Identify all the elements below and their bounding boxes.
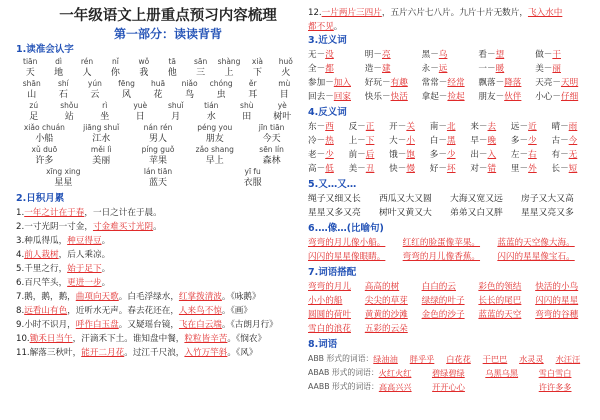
accumulation-item: 4.前人栽树，后人乘凉。 [16, 250, 111, 260]
word-pattern-table [308, 352, 592, 394]
word-pair: 美－丽 [535, 64, 561, 74]
phrase: 红红的脸蛋像苹果。 [402, 238, 481, 248]
pinyin-text: fēng [118, 79, 135, 88]
phrase: 闪闪的星星像宝石。 [497, 252, 575, 262]
hanzi-text: 石 [58, 90, 68, 100]
hanzi-text: 鸟 [185, 90, 195, 100]
section-heading-antonyms: 4.反义词 [308, 107, 347, 118]
hanzi-text: 你 [110, 68, 120, 78]
pinyin-text: xiǎo chuán [23, 123, 65, 132]
collocation-table [308, 280, 592, 336]
pinyin-text: yī fu [244, 167, 261, 176]
hanzi-row [16, 67, 300, 79]
phrase-row [308, 236, 592, 250]
phrase: 蓝蓝的天空像大海。 [497, 238, 575, 248]
word-pattern-item: 水汪汪 [555, 354, 581, 364]
phrase-row [308, 322, 592, 336]
synonym-table [308, 48, 592, 104]
word-pair: 冷－热 [308, 136, 334, 146]
hanzi-text: 日 [135, 112, 145, 122]
phrase: 尖尖的草芽 [364, 296, 408, 306]
accumulation-item: 9.小时不识月，呼作白玉盘。又疑瑶台镜，飞在白云端。《古朗月行》 [16, 320, 278, 330]
right-column [308, 0, 592, 394]
phrase: 小小的船 [308, 296, 343, 306]
phrase: 房子又大又高 [521, 194, 574, 204]
hanzi-text: 站 [64, 112, 74, 122]
word-pattern-label: ABB 形式的词语： [308, 354, 374, 363]
hanzi-text: 三 [196, 68, 206, 78]
word-pattern-item: 乌黑乌黑 [485, 368, 519, 378]
hanzi-text: 月 [171, 112, 181, 122]
word-pair: 常常－经常 [421, 78, 465, 88]
word-pair: 古－今 [551, 136, 578, 146]
hanzi-text: 虫 [216, 90, 226, 100]
word-pair: 出－入 [470, 150, 497, 160]
hanzi-text: 目 [279, 90, 289, 100]
pinyin-text: yuè [133, 101, 148, 110]
word-pair: 造－建 [364, 64, 391, 74]
word-pattern-row [308, 366, 592, 380]
word-pair: 明－亮 [364, 50, 391, 60]
word-pair-row [308, 62, 592, 76]
phrase [535, 322, 592, 336]
pinyin-row [16, 79, 300, 89]
word-pair: 好玩－有趣 [364, 78, 408, 88]
pinyin-text: rén [80, 57, 94, 66]
phrase-row [308, 192, 592, 206]
word-pair: 小心－仔细 [535, 92, 579, 102]
word-pattern-item: 白花花 [446, 354, 471, 364]
word-pair: 来－去 [470, 122, 497, 132]
hanzi-text: 风 [121, 90, 131, 100]
youyou-table [308, 192, 592, 220]
word-pattern-item: 雪白雪白 [538, 368, 572, 378]
word-pair: 黑－乌 [421, 50, 448, 60]
phrase: 快活的小鸟 [535, 282, 579, 292]
phrase: 弯弯的谷穗 [535, 310, 579, 320]
section-heading-synonyms: 3.近义词 [308, 35, 347, 46]
word-pair: 朋友－伙伴 [478, 92, 522, 102]
hanzi-text: 天 [25, 68, 35, 78]
hanzi-text: 下 [252, 68, 262, 78]
pinyin-text: xīng xing [46, 167, 81, 176]
pinyin-text: chóng [209, 79, 233, 88]
pinyin-text: huā [150, 79, 166, 88]
hanzi-text: 江水 [92, 134, 111, 144]
section-heading-youyou: 5.又…又… [308, 179, 357, 190]
pinyin-text: huǒ [278, 57, 293, 66]
hanzi-text: 今天 [262, 134, 281, 144]
phrase [422, 322, 479, 336]
hanzi-text: 上 [224, 68, 234, 78]
hanzi-text: 花 [153, 90, 163, 100]
word-pair: 快乐－快活 [364, 92, 408, 102]
word-pair: 大－小 [389, 136, 415, 146]
word-pair: 好－坏 [429, 164, 456, 174]
pinyin-text: niǎo [181, 79, 198, 88]
word-pair: 快－慢 [389, 164, 415, 174]
pinyin-text: lán tiān [143, 167, 173, 176]
hanzi-text: 火 [281, 68, 291, 78]
hanzi-text: 地 [54, 68, 64, 78]
word-pair: 南－北 [429, 122, 456, 132]
pinyin-text: tiān [23, 57, 38, 66]
accumulation-item: 7.鹅，鹅，鹅，曲项向天歌。白毛浮绿水，红掌拨清波。《咏鹅》 [16, 292, 261, 302]
word-pair-row [308, 134, 592, 148]
part-title: 第一部分：读读背背 [113, 27, 222, 41]
word-pair: 无－没 [308, 50, 334, 60]
word-pattern-item: 干巴巴 [482, 354, 508, 364]
phrase: 雪白的浪花 [308, 324, 351, 334]
word-pair: 晴－雨 [551, 122, 578, 132]
pinyin-text: zú [29, 101, 39, 110]
word-pair: 有－无 [551, 150, 578, 160]
phrase [478, 322, 535, 336]
section-heading-accumulation: 2.日积月累 [16, 193, 65, 204]
word-pattern-label: AABB 形式的词语： [308, 382, 379, 391]
word-pattern-item: 水灵灵 [519, 354, 544, 364]
word-pair: 拿起－捡起 [421, 92, 465, 102]
word-pair: 长－短 [551, 164, 578, 174]
word-pair: 里－外 [510, 164, 537, 174]
phrase: 白白的云 [421, 282, 456, 292]
poem-line-12-cont: 都不见。 [308, 22, 343, 32]
pinyin-text: měi lì [90, 145, 112, 154]
phrase: 树叶又黄又大 [379, 208, 432, 218]
word-pair: 前－后 [348, 150, 375, 160]
left-column [16, 0, 300, 360]
hanzi-text: 森林 [262, 156, 281, 166]
pinyin-text: píng guǒ [141, 145, 175, 154]
pinyin-row [16, 101, 300, 111]
character-table [16, 57, 300, 189]
hanzi-text: 人 [82, 68, 92, 78]
word-pair: 参加－加入 [308, 78, 351, 88]
hanzi-text: 蓝天 [149, 178, 168, 188]
phrase: 绳子又细又长 [308, 194, 361, 204]
word-pair: 反－正 [348, 122, 375, 132]
pinyin-text: shǒu [60, 101, 79, 110]
phrase: 弯弯的月儿像香蕉。 [402, 252, 481, 262]
hanzi-text: 美丽 [92, 156, 111, 166]
pinyin-text: wǒ [138, 57, 150, 66]
word-pair-row [308, 148, 592, 162]
word-pair-row [308, 120, 592, 134]
section-heading-characters: 1.读准会认字 [16, 44, 74, 55]
hanzi-text: 云 [90, 90, 100, 100]
word-pattern-item: 胖乎乎 [409, 354, 435, 364]
word-pair: 永－远 [421, 64, 448, 74]
section-heading-words: 8.词语 [308, 339, 338, 350]
phrase-row [308, 280, 592, 294]
simile-table [308, 236, 592, 264]
hanzi-row [16, 177, 300, 189]
hanzi-row [16, 111, 300, 123]
word-pair: 多－少 [429, 150, 456, 160]
hanzi-text: 水 [206, 112, 216, 122]
hanzi-row [16, 89, 300, 101]
accumulation-item: 6.百尺竿头，更进一步。 [16, 278, 111, 288]
phrase: 闪闪的星星像眼睛。 [308, 252, 386, 262]
word-pattern-item: 高高兴兴 [378, 382, 412, 392]
phrase: 蓝蓝的天空 [478, 310, 522, 320]
pinyin-text: tián [204, 101, 219, 110]
page-title: 一年级语文上册重点预习内容梳理 [59, 8, 277, 24]
pinyin-text: ěr [248, 79, 257, 88]
phrase-row [308, 250, 592, 264]
word-pair: 开－关 [389, 122, 415, 132]
section-heading-simile: 6.…像…(比喻句) [308, 223, 384, 234]
pinyin-text: shuǐ [168, 101, 184, 110]
word-pair: 早－晚 [470, 136, 497, 146]
pinyin-row [16, 167, 300, 177]
accumulation-item: 3.种瓜得瓜，种豆得豆。 [16, 236, 111, 246]
pinyin-text: sān [194, 57, 208, 66]
phrase-row [308, 206, 592, 220]
word-pair: 看－望 [478, 50, 505, 60]
pinyin-text: péng you [197, 123, 233, 132]
section-heading-collocation: 7.词语搭配 [308, 267, 357, 278]
phrase: 闪闪的星星 [535, 296, 579, 306]
phrase: 长长的尾巴 [478, 296, 522, 306]
hanzi-text: 小船 [35, 134, 54, 144]
phrase: 圆圆的荷叶 [308, 310, 351, 320]
word-pair: 远－近 [510, 122, 537, 132]
word-pattern-item: 碧绿碧绿 [431, 368, 465, 378]
pinyin-row [16, 123, 300, 133]
word-pattern-item: 火红火红 [378, 368, 412, 378]
word-pair: 天亮－天明 [535, 78, 579, 88]
pinyin-text: yè [277, 101, 287, 110]
pinyin-text: shù [240, 101, 254, 110]
word-pair: 飘落－降落 [478, 78, 522, 88]
hanzi-text: 许多 [35, 156, 54, 166]
pinyin-text: nán rén [143, 123, 173, 132]
antonym-table [308, 120, 592, 176]
pinyin-text: shàng [217, 57, 241, 66]
hanzi-text: 他 [167, 68, 177, 78]
accumulation-item: 2.一寸光阴一寸金，寸金难买寸光阴。 [16, 222, 162, 232]
phrase: 高高的树 [364, 282, 400, 292]
hanzi-text: 男人 [148, 134, 167, 144]
pinyin-row [16, 145, 300, 155]
phrase: 弯弯的月儿像小船。 [308, 238, 386, 248]
phrase-row [308, 308, 592, 322]
pinyin-text: xià [251, 57, 264, 66]
hanzi-row [16, 155, 300, 167]
word-pair: 上－下 [348, 136, 375, 146]
accumulation-item: 5.千里之行，始于足下。 [16, 264, 111, 274]
pinyin-text: shān [22, 79, 41, 88]
phrase: 五彩的云朵 [364, 324, 408, 334]
pinyin-text: zǎo shang [195, 145, 234, 154]
phrase: 星星又亮又多 [521, 208, 574, 218]
phrase-row [308, 294, 592, 308]
word-pattern-row [308, 352, 592, 366]
phrase: 西瓜又大又圆 [379, 194, 432, 204]
hanzi-text: 星星 [54, 178, 73, 188]
word-pair: 多－少 [510, 136, 537, 146]
word-pair: 白－黑 [429, 136, 456, 146]
word-pair-row [308, 76, 592, 90]
hanzi-text: 坐 [100, 112, 110, 122]
accumulation-item: 11.解落三秋叶，能开二月花。过江千尺浪，入竹万竿斜。《风》 [16, 348, 258, 358]
pinyin-text: tā [168, 57, 176, 66]
pinyin-text: nǐ [112, 57, 119, 66]
phrase: 金色的沙子 [421, 310, 465, 320]
word-pair-row [308, 90, 592, 104]
phrase: 弯弯的月儿 [308, 282, 351, 292]
hanzi-text: 山 [27, 90, 37, 100]
word-pattern-label: ABAB 形式的词语： [308, 368, 379, 377]
pinyin-text: dì [55, 57, 63, 66]
accumulation-list [16, 206, 300, 360]
word-pair: 美－丑 [348, 164, 375, 174]
word-pattern-row [308, 380, 592, 394]
word-pair: 左－右 [510, 150, 537, 160]
hanzi-text: 衣服 [243, 178, 262, 188]
word-pair: 高－低 [308, 164, 334, 174]
hanzi-text: 树叶 [273, 112, 292, 122]
pinyin-text: shí [57, 79, 69, 88]
phrase: 星星又多又亮 [308, 208, 361, 218]
word-pair: 回去－回家 [308, 92, 351, 102]
hanzi-text: 朋友 [205, 134, 224, 144]
pinyin-text: yún [87, 79, 102, 88]
phrase: 彩色的领结 [478, 282, 522, 292]
pinyin-text: sēn lín [259, 145, 284, 154]
word-pair: 全－都 [308, 64, 334, 74]
pinyin-text: xǔ duō [31, 145, 58, 154]
hanzi-row [16, 133, 300, 145]
pinyin-text: jīn tiān [258, 123, 285, 132]
pinyin-text: jiāng shuǐ [83, 123, 120, 132]
hanzi-text: 我 [139, 68, 149, 78]
hanzi-text: 耳 [248, 90, 258, 100]
pinyin-row [16, 57, 300, 67]
word-pair-row [308, 48, 592, 62]
word-pattern-item: 开开心心 [432, 382, 465, 392]
word-pair: 饿－饱 [389, 150, 415, 160]
hanzi-text: 足 [29, 112, 39, 122]
pinyin-text: rì [102, 101, 108, 110]
hanzi-text: 田 [242, 112, 252, 122]
pinyin-text: mù [278, 79, 291, 88]
phrase: 绿绿的叶子 [421, 296, 465, 306]
word-pair: 一－暖 [478, 64, 505, 74]
accumulation-item: 1.一年之计在于春，一日之计在于晨。 [16, 208, 162, 218]
word-pattern-item: 许许多多 [538, 382, 572, 392]
word-pattern-item [485, 380, 538, 394]
hanzi-text: 早上 [205, 156, 224, 166]
poem-line-12: 12.一片两片三四片，五片六片七八片。九片十片无数片，飞入水中 [308, 8, 563, 18]
word-pattern-item: 绿油油 [373, 354, 398, 364]
word-pair: 对－错 [470, 164, 497, 174]
word-pair: 做－干 [535, 50, 561, 60]
word-pair: 老－少 [308, 150, 334, 160]
phrase: 黄黄的沙滩 [364, 310, 408, 320]
phrase: 弟弟又白又胖 [450, 208, 503, 218]
word-pair: 东－西 [308, 122, 334, 132]
word-pair-row [308, 162, 592, 176]
hanzi-text: 苹果 [148, 156, 167, 166]
accumulation-item: 10.锄禾日当午，汗滴禾下土。谁知盘中餐，粒粒皆辛苦。《悯农》 [16, 334, 267, 344]
phrase: 大海又宽又远 [450, 194, 503, 204]
accumulation-item: 8.远看山有色，近听水无声。春去花还在，人来鸟不惊。《画》 [16, 306, 252, 316]
